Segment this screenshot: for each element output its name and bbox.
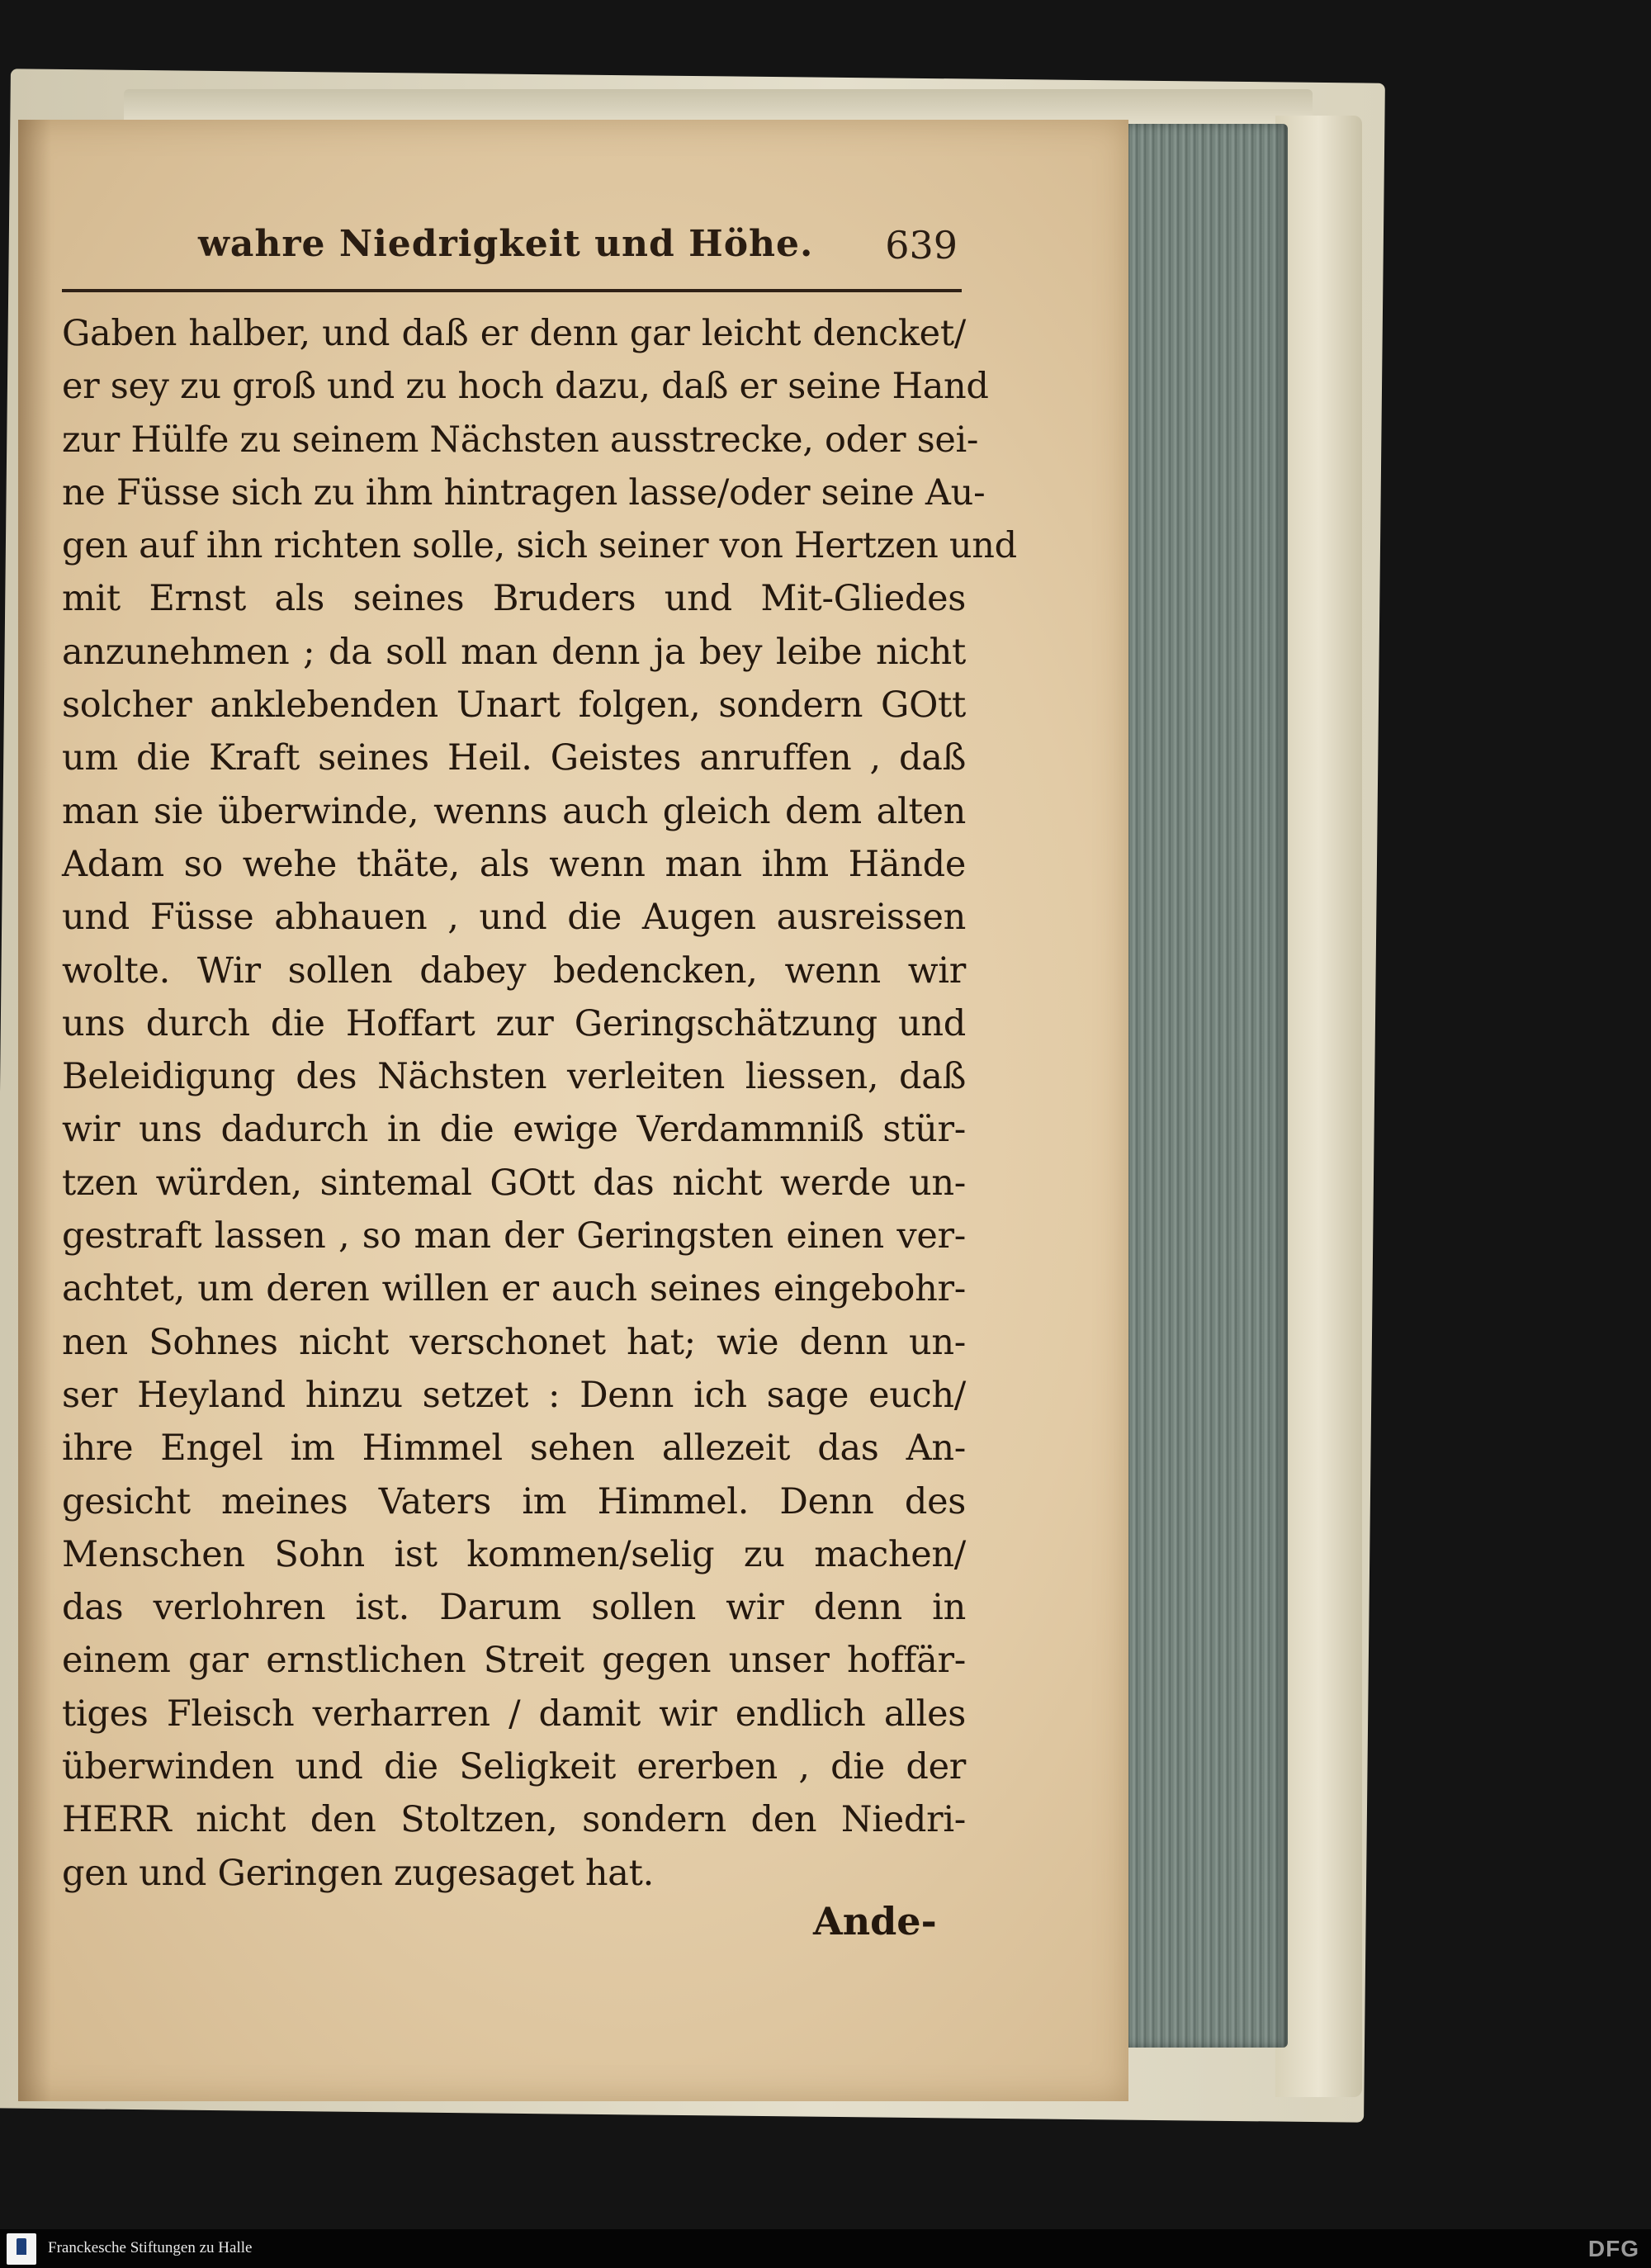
text-line: überwinden und die Seligkeit ererben , die der <box>62 1746 966 1788</box>
running-head: wahre Niedrigkeit und Höhe. <box>198 223 814 265</box>
text-line: mit Ernst als seines Bruders und Mit-Gliedes <box>62 578 966 620</box>
text-line: wir uns dadurch in die ewige Verdammniß stür- <box>62 1109 966 1151</box>
text-line: HERR nicht den Stoltzen, sondern den Niedri- <box>62 1799 966 1841</box>
text-line: gen und Geringen zugesaget hat. <box>62 1852 654 1894</box>
text-line: nen Sohnes nicht verschonet hat; wie denn un- <box>62 1321 966 1363</box>
text-line: einem gar ernstlichen Streit gegen unser hoffär- <box>62 1640 966 1682</box>
text-line: ihre Engel im Himmel sehen allezeit das An- <box>62 1428 966 1470</box>
text-line: wolte. Wir sollen dabey bedencken, wenn wir <box>62 949 966 992</box>
book-cover-right-edge <box>1275 116 1362 2097</box>
text-line: solcher anklebenden Unart folgen, sondern GOtt <box>62 684 966 727</box>
text-line: gestraft lassen , so man der Geringsten einen ver- <box>62 1215 966 1257</box>
text-line: achtet, um deren willen er auch seines eingebohr- <box>62 1268 966 1310</box>
catchword: Ande- <box>813 1899 937 1944</box>
text-line: zur Hülfe zu seinem Nächsten ausstrecke, oder sei- <box>62 419 979 461</box>
text-line: das verlohren ist. Darum sollen wir denn in <box>62 1587 966 1629</box>
text-line: anzunehmen ; da soll man denn ja bey leibe nicht <box>62 631 966 673</box>
text-line: Gaben halber, und daß er denn gar leicht dencket/ <box>62 313 966 354</box>
text-line: tzen würden, sintemal GOtt das nicht werde un- <box>62 1162 966 1204</box>
text-line: und Füsse abhauen , und die Augen ausreissen <box>62 897 966 939</box>
page-number: 639 <box>885 223 958 268</box>
text-line: um die Kraft seines Heil. Geistes anruffen , daß <box>62 737 966 779</box>
text-line: Menschen Sohn ist kommen/selig zu machen/ <box>62 1533 966 1575</box>
page-gutter-shadow <box>18 120 51 2101</box>
institution-logo-icon <box>7 2233 36 2265</box>
text-line: Adam so wehe thäte, als wenn man ihm Hände <box>62 843 966 885</box>
text-line: ne Füsse sich zu ihm hintragen lasse/oder seine Au- <box>62 471 986 514</box>
text-line: Beleidigung des Nächsten verleiten liessen, daß <box>62 1056 966 1098</box>
page-header <box>198 223 958 289</box>
text-line: er sey zu groß und zu hoch dazu, daß er seine Hand <box>62 366 989 408</box>
text-line: gen auf ihn richten solle, sich seiner von Hertzen und <box>62 525 1017 567</box>
text-line: gesicht meines Vaters im Himmel. Denn des <box>62 1480 966 1522</box>
institution-name: Franckesche Stiftungen zu Halle <box>48 2239 253 2256</box>
body-text <box>62 307 1017 1900</box>
text-line: tiges Fleisch verharren / damit wir endlich alles <box>62 1693 966 1735</box>
text-line: uns durch die Hoffart zur Geringschätzung und <box>62 1002 966 1044</box>
text-line: man sie überwinde, wenns auch gleich dem alten <box>62 790 966 832</box>
dfg-logo: DFG <box>1587 2236 1639 2261</box>
viewer-footer-bar <box>0 2229 1651 2268</box>
header-rule <box>62 289 962 292</box>
page-edges <box>1106 124 1288 2048</box>
text-line: ser Heyland hinzu setzet : Denn ich sage euch/ <box>62 1374 966 1416</box>
